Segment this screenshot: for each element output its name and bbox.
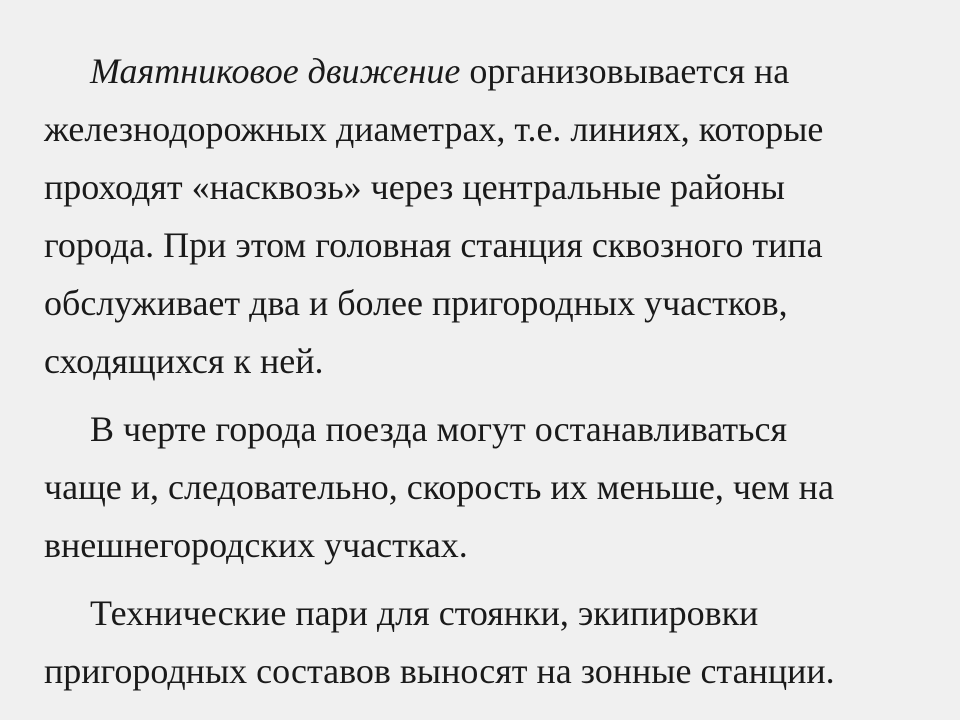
text-line: города. При этом головная станция сквозного типа (44, 225, 823, 265)
text-line: проходят «насквозь» через центральные районы (44, 167, 785, 207)
text-line: обслуживает два и более пригородных участков, (44, 283, 788, 323)
text-line: сходящихся к ней. (44, 341, 324, 381)
text-line: пригородных составов выносят на зонные станции. (44, 651, 835, 691)
text-line: чаще и, следовательно, скорость их меньше, чем на (44, 467, 834, 507)
text-fragment: организовывается на (460, 51, 790, 91)
text-line: железнодорожных диаметрах, т.е. линиях, которые (44, 109, 824, 149)
paragraph-technical-parks (44, 584, 930, 700)
text-line: В черте города поезда могут останавливаться (90, 409, 788, 449)
emphasis-term: Маятниковое движение (90, 51, 461, 91)
text-line: внешнегородских участках. (44, 525, 468, 565)
paragraph-pendulum-movement (44, 42, 930, 390)
text-line: Технические пари для стоянки, экипировки (90, 593, 759, 633)
text-line (44, 42, 930, 100)
paragraph-city-stops (44, 400, 930, 574)
